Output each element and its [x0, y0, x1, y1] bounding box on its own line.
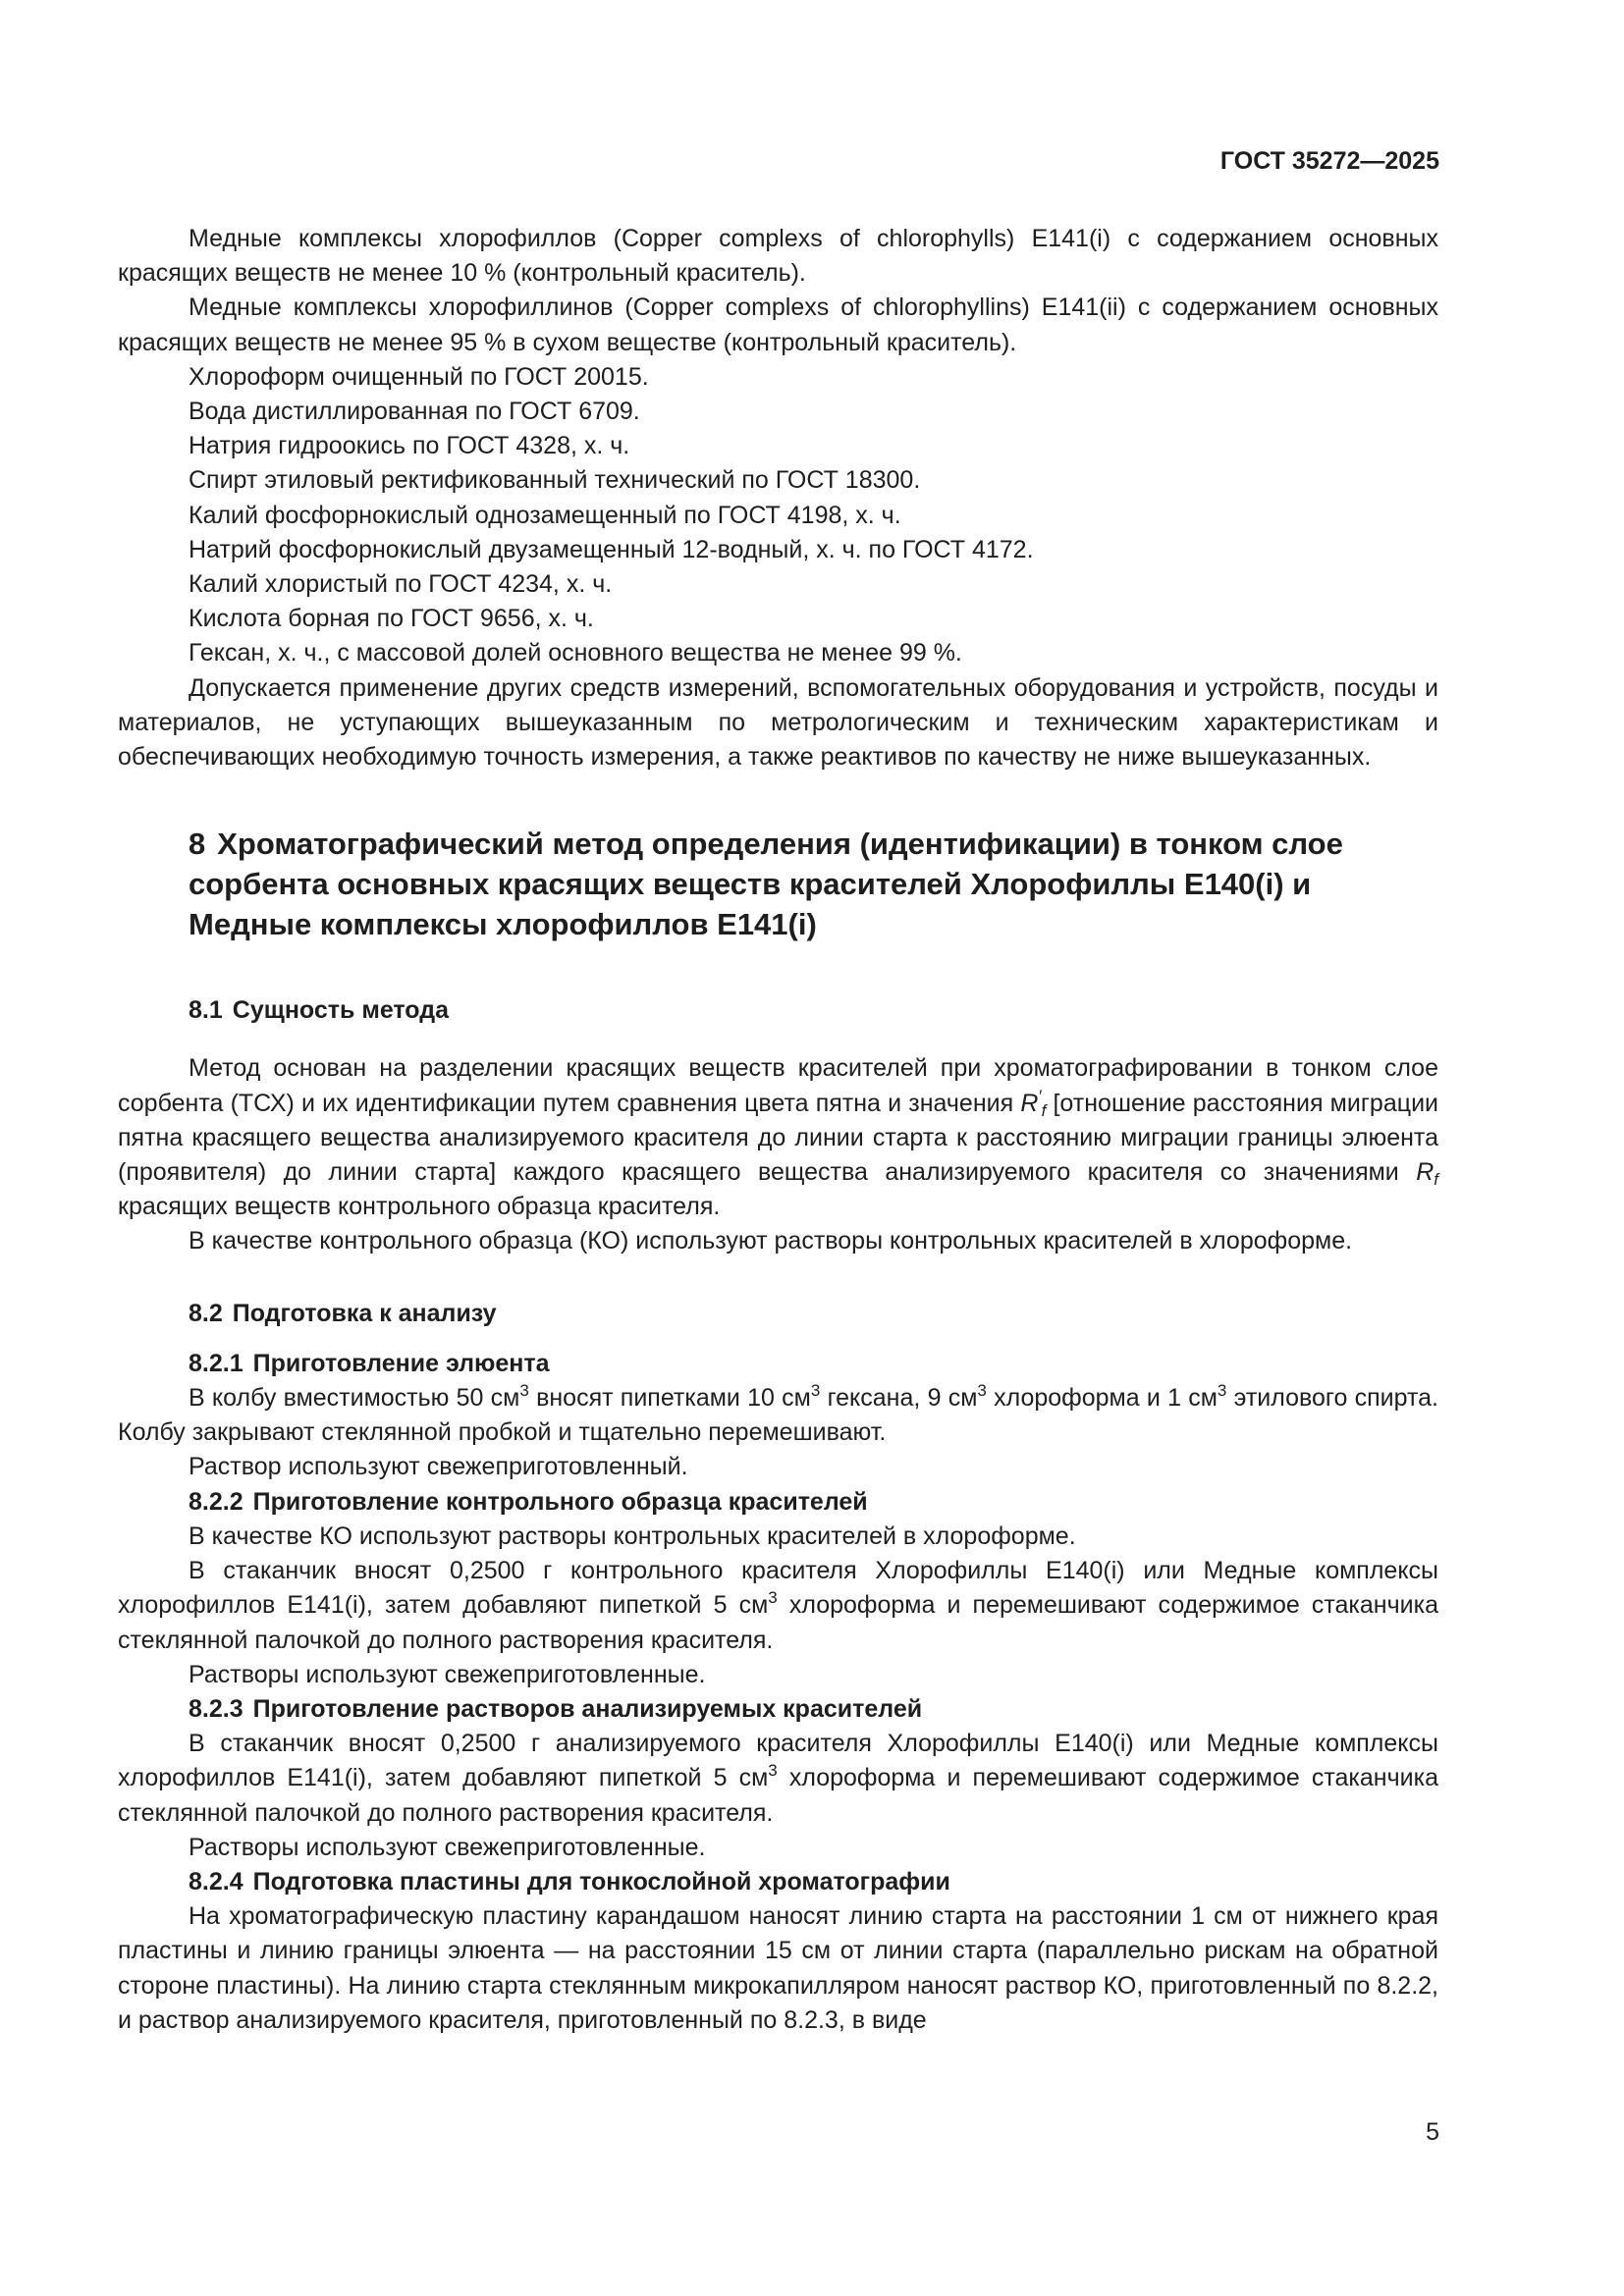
- text-run: красящих веществ контрольного образца красителя.: [118, 1193, 721, 1221]
- paragraph: В стаканчик вносят 0,2500 г контрольного красителя Хлорофиллы E140(i) или Медные комплексы хлорофиллов E141(i), затем добавляют пипеткой 5 $см^3$ хлороформа и перемешивают содержимое стаканчика стеклянной палочкой до полного растворения красителя.: [118, 1557, 1438, 1654]
- section-number: 8.2.2: [189, 1487, 244, 1516]
- paragraph: Растворы используют свежеприготовленные.: [189, 1660, 706, 1688]
- reagent-item: Калий хлористый по ГОСТ 4234, х. ч.: [189, 570, 613, 599]
- reagent-item: Калий фосфорнокислый однозамещенный по ГОСТ 4198, х. ч.: [189, 501, 901, 529]
- section-title: Приготовление контрольного образца красителей: [252, 1487, 868, 1516]
- paragraph: В качестве контрольного образца (КО) используют растворы контрольных красителей в хлороформе.: [189, 1227, 1353, 1255]
- rf-symbol: $R_f$: [1416, 1158, 1438, 1190]
- reagent-note: Допускается применение других средств измерений, вспомогательных оборудования и устройств, посуды и материалов, не уступающих вышеуказанным по метрологическим и техническим характеристикам и обеспечивающих необходимую точность измерения, а также реактивов по качеству не ниже вышеуказанных.: [118, 673, 1438, 772]
- subsection-8-2-2-heading: [118, 1485, 1438, 1520]
- subsection-8-2-1-heading: [118, 1347, 1438, 1381]
- section-number: 8.2.4: [189, 1867, 244, 1896]
- text-run: [отношение расстояния миграции пятна красящего вещества анализируемого красителя до линии старта к расстоянию миграции границы элюента (проявителя) до линии старта] каждого красящего вещества анализируемого красителя со значениями: [118, 1089, 1438, 1187]
- section-8-heading: [189, 824, 1438, 944]
- section-number: 8: [189, 827, 206, 862]
- section-title: Сущность метода: [232, 996, 450, 1025]
- reagent-item: Хлороформ очищенный по ГОСТ 20015.: [189, 362, 649, 391]
- section-number: 8.1: [189, 996, 223, 1025]
- section-title: Приготовление растворов анализируемых красителей: [252, 1694, 923, 1723]
- paragraph: Раствор используют свежеприготовленный.: [189, 1453, 688, 1481]
- section-title: Подготовка пластины для тонкослойной хроматографии: [252, 1867, 950, 1896]
- page-number: 5: [1426, 2118, 1439, 2146]
- text-run: Метод основан на разделении красящих веществ красителей при хроматографировании в тонком слое сорбента (ТСХ) и их идентификации путем сравнения цвета пятна и значения: [118, 1054, 1438, 1117]
- reagent-item: Медные комплексы хлорофиллинов (Copper complexs of chlorophyllins) E141(ii) с содержанием основных красящих веществ не менее 95 % в сухом веществе (контрольный краситель).: [118, 294, 1438, 356]
- paragraph: В качестве КО используют растворы контрольных красителей в хлороформе.: [189, 1522, 1076, 1550]
- subsection-8-2-4-heading: [118, 1865, 1438, 1899]
- reagent-item: Медные комплексы хлорофиллов (Copper complexs of chlorophylls) E141(i) с содержанием основных красящих веществ не менее 10 % (контрольный краситель).: [118, 225, 1438, 288]
- reagent-item: Спирт этиловый ректификованный технический по ГОСТ 18300.: [189, 466, 921, 495]
- section-title: Подготовка к анализу: [232, 1299, 497, 1327]
- reagent-item: Натрия гидроокись по ГОСТ 4328, х. ч.: [189, 432, 630, 460]
- reagent-item: Вода дистиллированная по ГОСТ 6709.: [189, 398, 640, 426]
- subsection-8-2-heading: [189, 1297, 1438, 1331]
- section-number: 8.2: [189, 1299, 223, 1327]
- paragraph: На хроматографическую пластину карандашом наносят линию старта на расстоянии 1 см от нижнего края пластины и линию границы элюента — на расстоянии 15 см от линии старта (параллельно рискам на обратной стороне пластины). На линию старта стеклянным микрокапилляром наносят раствор КО, приготовленный по 8.2.2, и раствор анализируемого красителя, приготовленный по 8.2.3, в виде: [118, 1902, 1438, 2034]
- paragraph: Растворы используют свежеприготовленные.: [189, 1833, 706, 1861]
- paragraph: [118, 1051, 1438, 1224]
- section-number: 8.2.3: [189, 1694, 244, 1723]
- paragraph: В колбу вместимостью 50 $см^3$ вносят пипетками 10 $см^3$ гексана, 9 $см^3$ хлороформа и 1 $см^3$ этилового спирта. Колбу закрывают стеклянной пробкой и тщательно перемешивают.: [118, 1381, 1438, 1447]
- section-title: Приготовление элюента: [252, 1349, 550, 1377]
- document-code-header: ГОСТ 35272—2025: [1219, 147, 1439, 175]
- subsection-8-2-3-heading: [118, 1692, 1438, 1727]
- paragraph: В стаканчик вносят 0,2500 г анализируемого красителя Хлорофиллы E140(i) или Медные комплексы хлорофиллов E141(i), затем добавляют пипеткой 5 $см^3$ хлороформа и перемешивают содержимое стаканчика стеклянной палочкой до полного растворения красителя.: [118, 1730, 1438, 1827]
- reagent-item: Натрий фосфорнокислый двузамещенный 12-водный, х. ч. по ГОСТ 4172.: [189, 535, 1034, 563]
- section-number: 8.2.1: [189, 1349, 244, 1377]
- subsection-8-1-heading: [189, 993, 1438, 1028]
- section-title: Хроматографический метод определения (идентификации) в тонком слое сорбента основных красящих веществ красителей Хлорофиллы E140(i) и Медные комплексы хлорофиллов E141(i): [189, 827, 1343, 942]
- page-content: [118, 222, 1438, 2038]
- reagent-item: Гексан, х. ч., с массовой долей основного вещества не менее 99 %.: [189, 639, 962, 667]
- rf-prime-symbol: $R'_f$: [1020, 1086, 1047, 1120]
- reagent-item: Кислота борная по ГОСТ 9656, х. ч.: [189, 605, 594, 633]
